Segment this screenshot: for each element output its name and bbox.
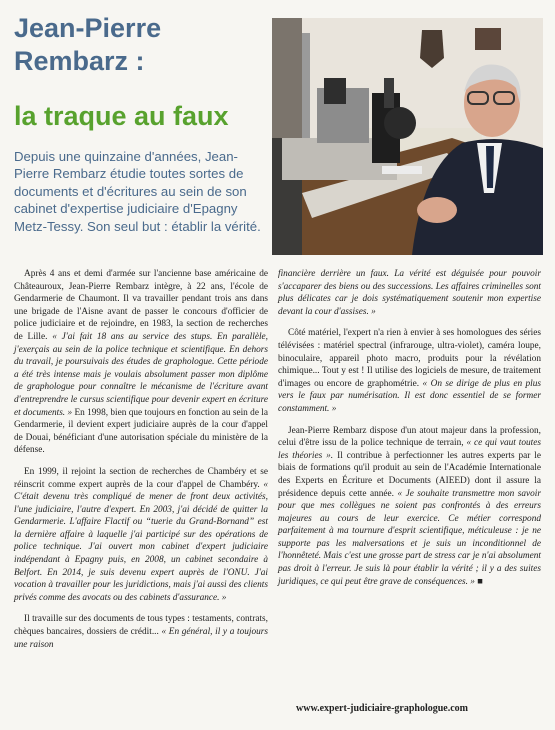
quote: « ce qui vaut toutes les théories ». [278, 438, 541, 461]
article-title [14, 12, 161, 78]
end-mark: ■ [477, 576, 483, 587]
quote: « En général, il y a toujours une raison [14, 627, 268, 650]
paragraph [278, 327, 541, 415]
title-line-2: Rembarz : [14, 46, 145, 76]
website-url[interactable]: www.expert-judiciaire-graphologue.com [296, 703, 469, 714]
quote: « On se dirige de plus en plus vers le faux par numérisation. Il est donc essentiel de se former constamment. » [278, 378, 542, 414]
right-column [278, 268, 541, 597]
text: Jean-Pierre Rembarz dispose d'un atout majeur dans la profession, celui d'être issu de la police technique de terrain, [278, 425, 541, 449]
paragraph: financière derrière un faux. La vérité est déguisée pour pouvoir s'accaparer des biens ou des successions. Les affaires criminelles sont plus délicates car je dois systématiquement soutenir mon expertise devant la cour d'assises. » [278, 269, 541, 317]
article-subtitle: la traque au faux [14, 101, 229, 131]
paragraph [14, 268, 268, 457]
text: En 1998, bien que toujours en fonction au sein de la Gendarmerie, il devient expert judiciaire auprès de la cour d'appel de Douai, bénéficiant d'une autorisation spéciale du ministère de la défense. [14, 407, 268, 456]
paragraph [14, 466, 268, 605]
text: Il contribue à perfectionner les autres experts par le biais de formations qu'il produit au sein de l'Académie Internationale des Experts en Écriture et Documents (AIEED) dont il assure la présidence depuis cette année. [278, 450, 542, 499]
quote: « C'était devenu très compliqué de mener de front deux activités, l'une judiciaire, l'autre d'expert. En 2003, j'ai décidé de quitter la Gendarmerie. L'affaire Flactif ou “tuerie du Grand-Bornand” est la dernière affaire à laquelle j'ai participé sur des opérations de police technique. J'ai ouvert mon cabinet d'expert judiciaire indépendant à Epagny puis, en 2008, un cabinet secondaire à Belfort. En 2014, je suis devenu expert auprès de l'ONU. J'ai vocation à travailler pour les juridictions, mais j'ai aussi des clients privés comme des avocats ou des cabinets d'assurance. » [14, 479, 268, 603]
text: Après 4 ans et demi d'armée sur l'ancienne base américaine de Châteauroux, Jean-Pierre Rembarz intègre, à 22 ans, l'école de Gendarmerie de Chaumont. Il va travailler pendant trois ans dans une brigade de l'Aisne avant de passer le concours d'officier de police judiciaire et de rejoindre, en 1983, la section de recherches de Lille. [14, 269, 268, 342]
text: Il travaille sur des documents de tous types : testaments, contrats, chèques bancaires, dossiers de crédit... [14, 614, 268, 638]
paragraph [278, 425, 541, 589]
intro-paragraph: Depuis une quinzaine d'années, Jean-Pierre Rembarz étudie toutes sortes de documents et d'écritures au sein de son cabinet d'expertise judiciaire d'Epagny Metz-Tessy. Son seul but : établir la vérité. [14, 149, 261, 234]
left-column [14, 268, 268, 660]
text: En 1999, il rejoint la section de recherches de Chambéry et se réinscrit comme expert auprès de la cour d'appel de Chambéry. [14, 466, 268, 490]
paragraph [14, 613, 268, 651]
title-line-1: Jean-Pierre [14, 13, 162, 43]
quote: « J'ai fait 18 ans au service des stups. En parallèle, j'exerçais au sein de la police technique et scientifique. En dehors du travail, je poursuivais des études de graphologue. Cette période a été très intense mais je voulais absolument passer mon diplôme de graphologue pour connaître le mécanisme de l'écriture avant d'entreprendre le cursus scientifique pour devenir expert en écriture et documents. » [14, 331, 269, 418]
text: Côté matériel, l'expert n'a rien à envier à ses homologues des séries télévisées : matériel spectral (infrarouge, ultra-violet), caméra loupe, binoculaire, appareil photo macro, produits pour la révélation chimique... Tout y est ! Il utilise des logiciels de mesure, de traitement d'images ou encore de graphométrie. [278, 328, 541, 389]
portrait-photo [272, 18, 543, 255]
quote: « Je souhaite transmettre mon savoir pour que mes collègues ne soient pas confrontés à des erreurs majeures au cours de leur exercice. Ce métier correspond parfaitement à ma tournure d'esprit scientifique, méticuleuse : je ne supporte pas les malversations et je suis un inconditionnel de l'honnêteté. Mais c'est une grosse part de stress car je n'ai absolument pas droit à l'erreur. Je suis là pour établir la vérité ; il y a des suites juridiques, ce qui peut être grave de conséquences. » [278, 488, 541, 587]
